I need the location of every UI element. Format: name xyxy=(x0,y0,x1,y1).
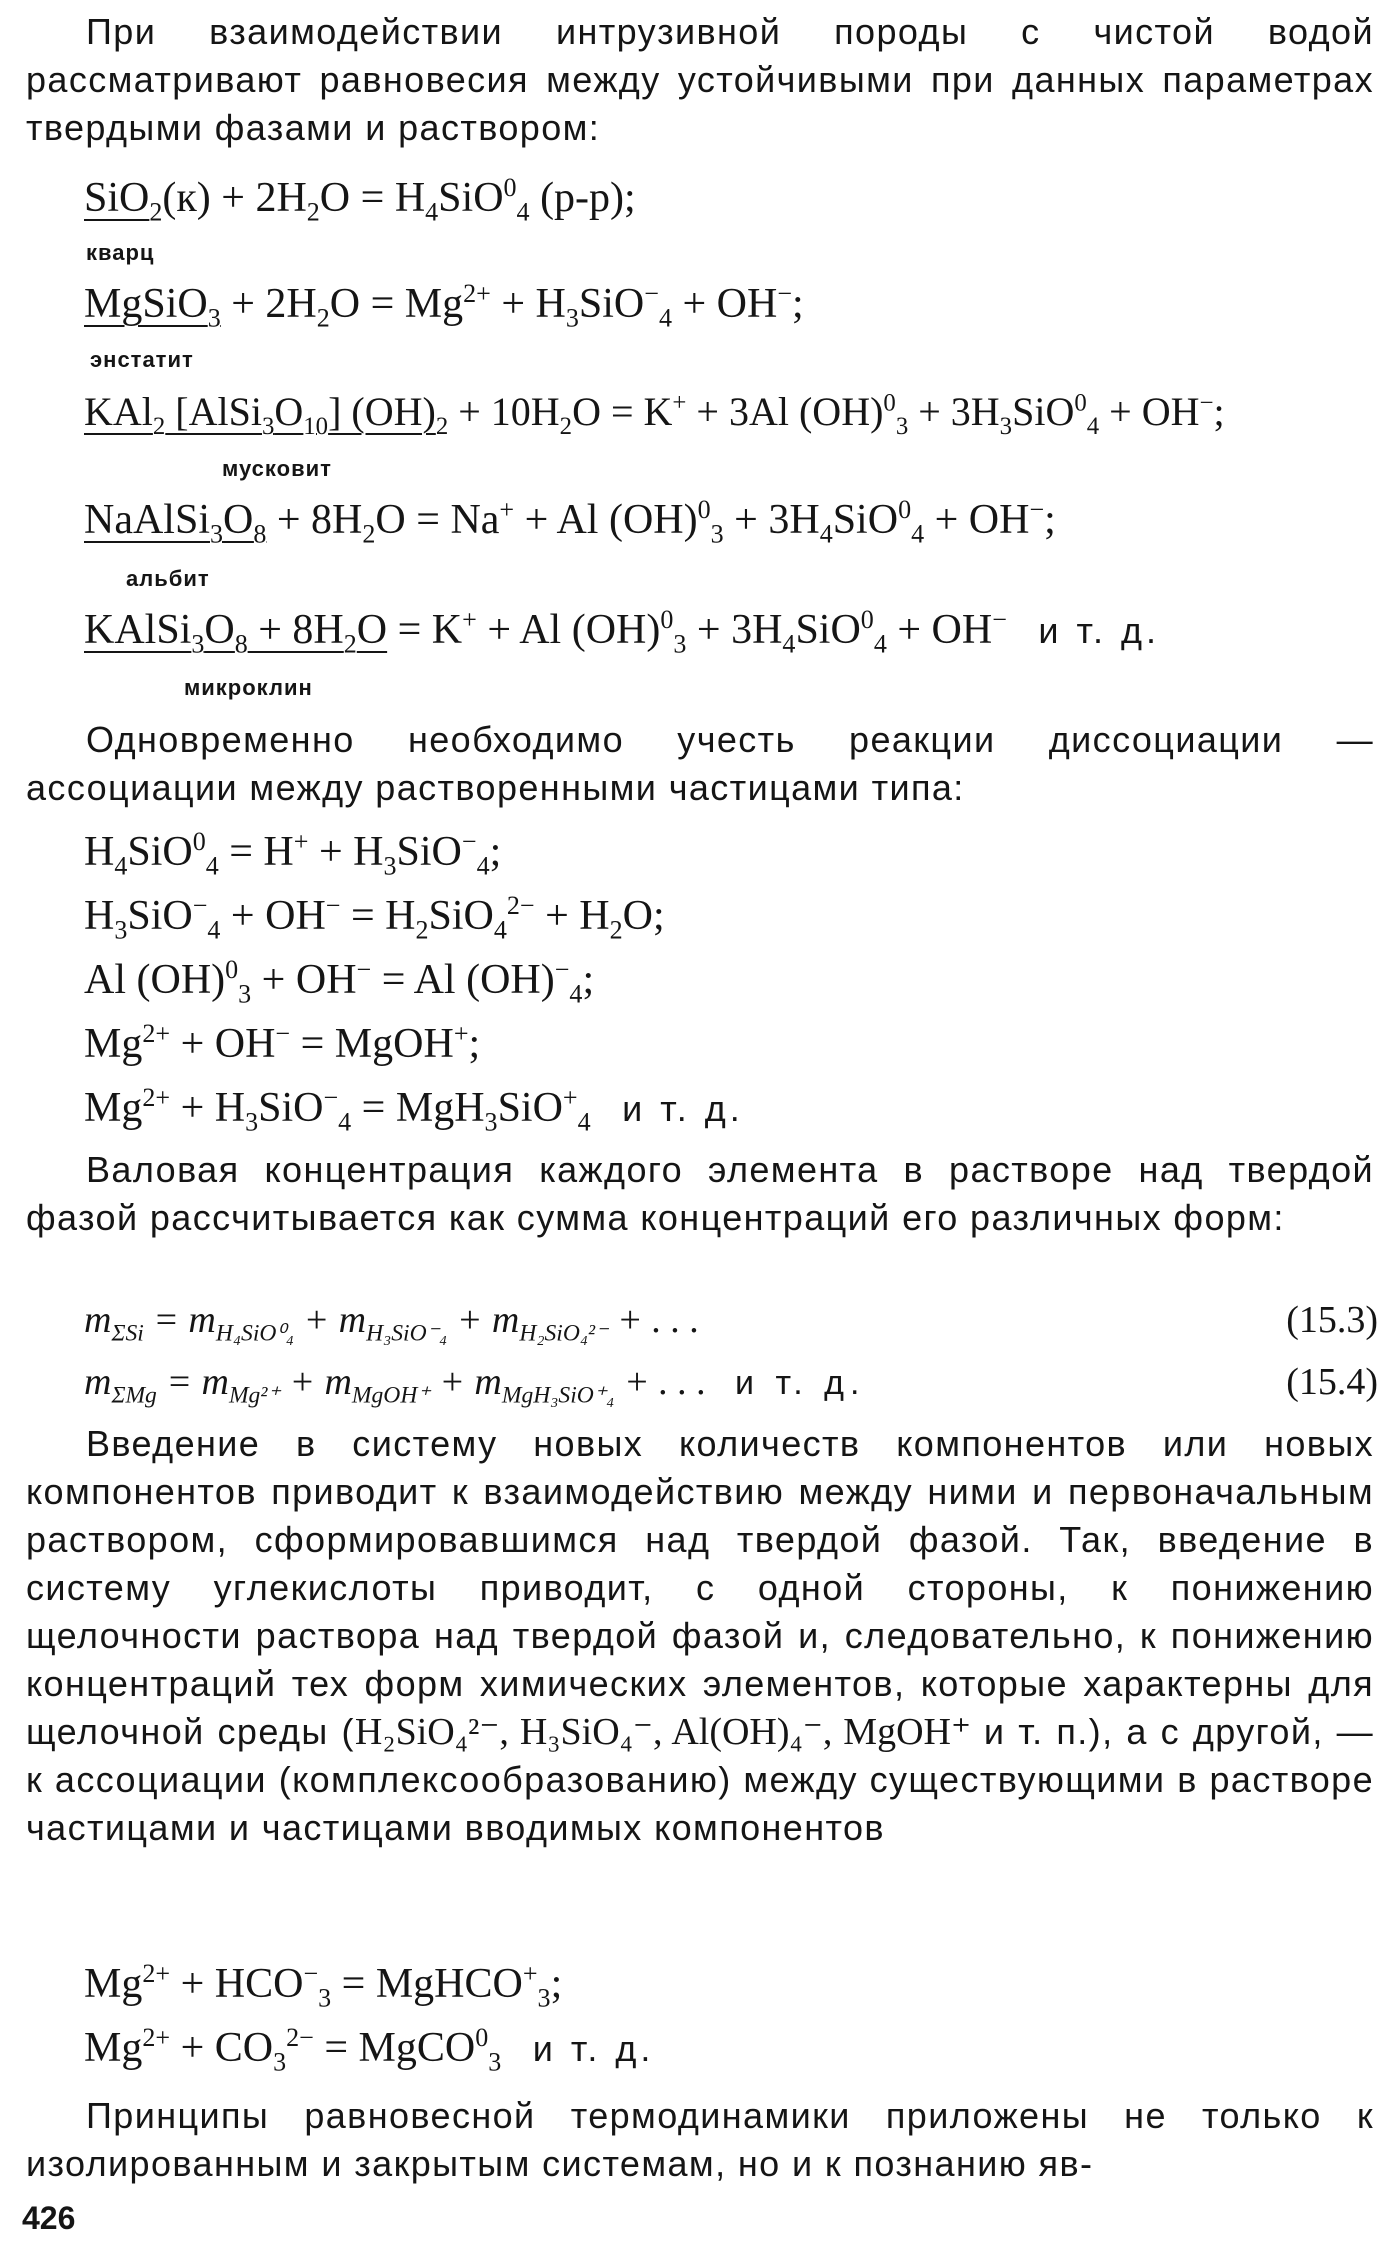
mineral-muscovite-label: мусковит xyxy=(222,456,332,481)
reaction-microcline: $KAlSi_3O_8 + 8H_2O = K^+ + Al$ $(OH)^0_3 + 3H_4SiO^0_4 + OH^-$ и т. д. xyxy=(84,605,1160,659)
reaction-enstatite: MgSiO$_3$ + $2H_2O = Mg^{2+} + H_3SiO^-_4 + OH^-$; xyxy=(84,279,804,333)
new-components-paragraph: Введение в систему новых количеств компонентов или новых компонентов приводит к взаимодействию между ними и первоначальным раствором, сформировавшимся над твердой фазой. Так, введение в систему углекислоты приводит, с одной стороны, к понижению щелочности раствора над твердой фазой и, следовательно, к понижению концентраций тех форм химических элементов, которые характерны для щелочной среды (H₂SiO₄²⁻, H₃SiO₄⁻, Al(OH)₄⁻, MgOH⁺ и т. п.), а с другой, — к ассоциации (комплексообразованию) между существующими в растворе частицами и частицами вводимых компонентов xyxy=(26,1423,1374,1848)
etc-text: и т. д. xyxy=(735,1364,866,1402)
etc-text: и т. д. xyxy=(532,2028,655,2069)
mineral-albite-label: альбит xyxy=(126,566,210,591)
mineral-microcline-label: микроклин xyxy=(184,675,313,700)
species-list: H₂SiO₄²⁻, H₃SiO₄⁻, Al(OH)₄⁻, MgOH⁺ xyxy=(354,1711,972,1753)
reaction-dissociation-3: Al (OH)$^0_3$ + OH− = Al $(OH)^-_4$; xyxy=(84,955,595,1009)
formula-sum-si: $m_{\Sigma Si} = m_{H_4SiO^0_4} + m_{H_3SiO^-_4} + m_{H_2SiO_4^{2-}}$ + . . . xyxy=(84,1299,700,1347)
reaction-muscovite: KAl$_2$ $[AlSi_3O_{10}] (OH)_2 + 10H_2O = K^+ + 3Al$ $(OH)^0_3 + 3H_3SiO^0_4 + OH^-$; xyxy=(84,389,1225,440)
reaction-carbonate-1: $Mg^{2+} + HCO^-_3$ = MgHCO+$_3$; xyxy=(84,1959,563,2013)
formula-sum-mg: $m_{\Sigma Mg} = m_{Mg^{2+}} + m_{MgOH^+} + m_{MgH_3SiO^+_4}$ + . . . и т. д. xyxy=(84,1361,866,1409)
reaction-dissociation-1: $H_4SiO^0_4 = H^+ + H_3SiO^-_4$; xyxy=(84,827,502,881)
gross-concentration-paragraph: Валовая концентрация каждого элемента в растворе над твердой фазой рассчитывается как сумма концентраций его различных форм: xyxy=(26,1149,1374,1238)
equation-number-15-3: (15.3) xyxy=(1286,1299,1378,1341)
reaction-albite: $NaAlSi_3O_8 + 8H_2O = Na^+ + Al$ $(OH)^0_3 + 3H_4SiO^0_4 + OH^-$; xyxy=(84,495,1056,549)
mineral-quartz-label: кварц xyxy=(86,240,155,265)
etc-text: и т. д. xyxy=(1038,610,1160,651)
dissociation-paragraph: Одновременно необходимо учесть реакции диссоциации — ассоциации между растворенными частицами типа: xyxy=(26,719,1374,808)
reaction-quartz: $SiO_2(к) + 2H_2O = H_4SiO^0_4$ (р-р); xyxy=(84,173,636,227)
reaction-dissociation-5: $Mg^{2+} + H_3SiO^-_4 = MgH_3SiO^+_4$ и т. д. xyxy=(84,1083,744,1137)
etc-text: и т. д. xyxy=(622,1088,744,1129)
intro-paragraph: При взаимодействии интрузивной породы с чистой водой рассматривают равновесия между устойчивыми при данных параметрах твердыми фазами и раствором: xyxy=(26,11,1374,148)
reaction-dissociation-4: $Mg^{2+} + OH^-$ = MgOH+; xyxy=(84,1019,481,1067)
reaction-carbonate-2: $Mg^{2+} + CO_3^{2-}$ = MgCO$^0_3$ и т. д. xyxy=(84,2023,655,2077)
reaction-dissociation-2: $H_3SiO^-_4 + OH^- = H_2SiO_4^{2-} + H_2O$; xyxy=(84,891,665,945)
equation-number-15-4: (15.4) xyxy=(1286,1361,1378,1403)
page-number: 426 xyxy=(22,2200,76,2236)
principles-paragraph: Принципы равновесной термодинамики приложены не только к изолированным и закрытым системам, но и к познанию яв- xyxy=(26,2095,1374,2184)
mineral-enstatite-label: энстатит xyxy=(90,347,194,372)
